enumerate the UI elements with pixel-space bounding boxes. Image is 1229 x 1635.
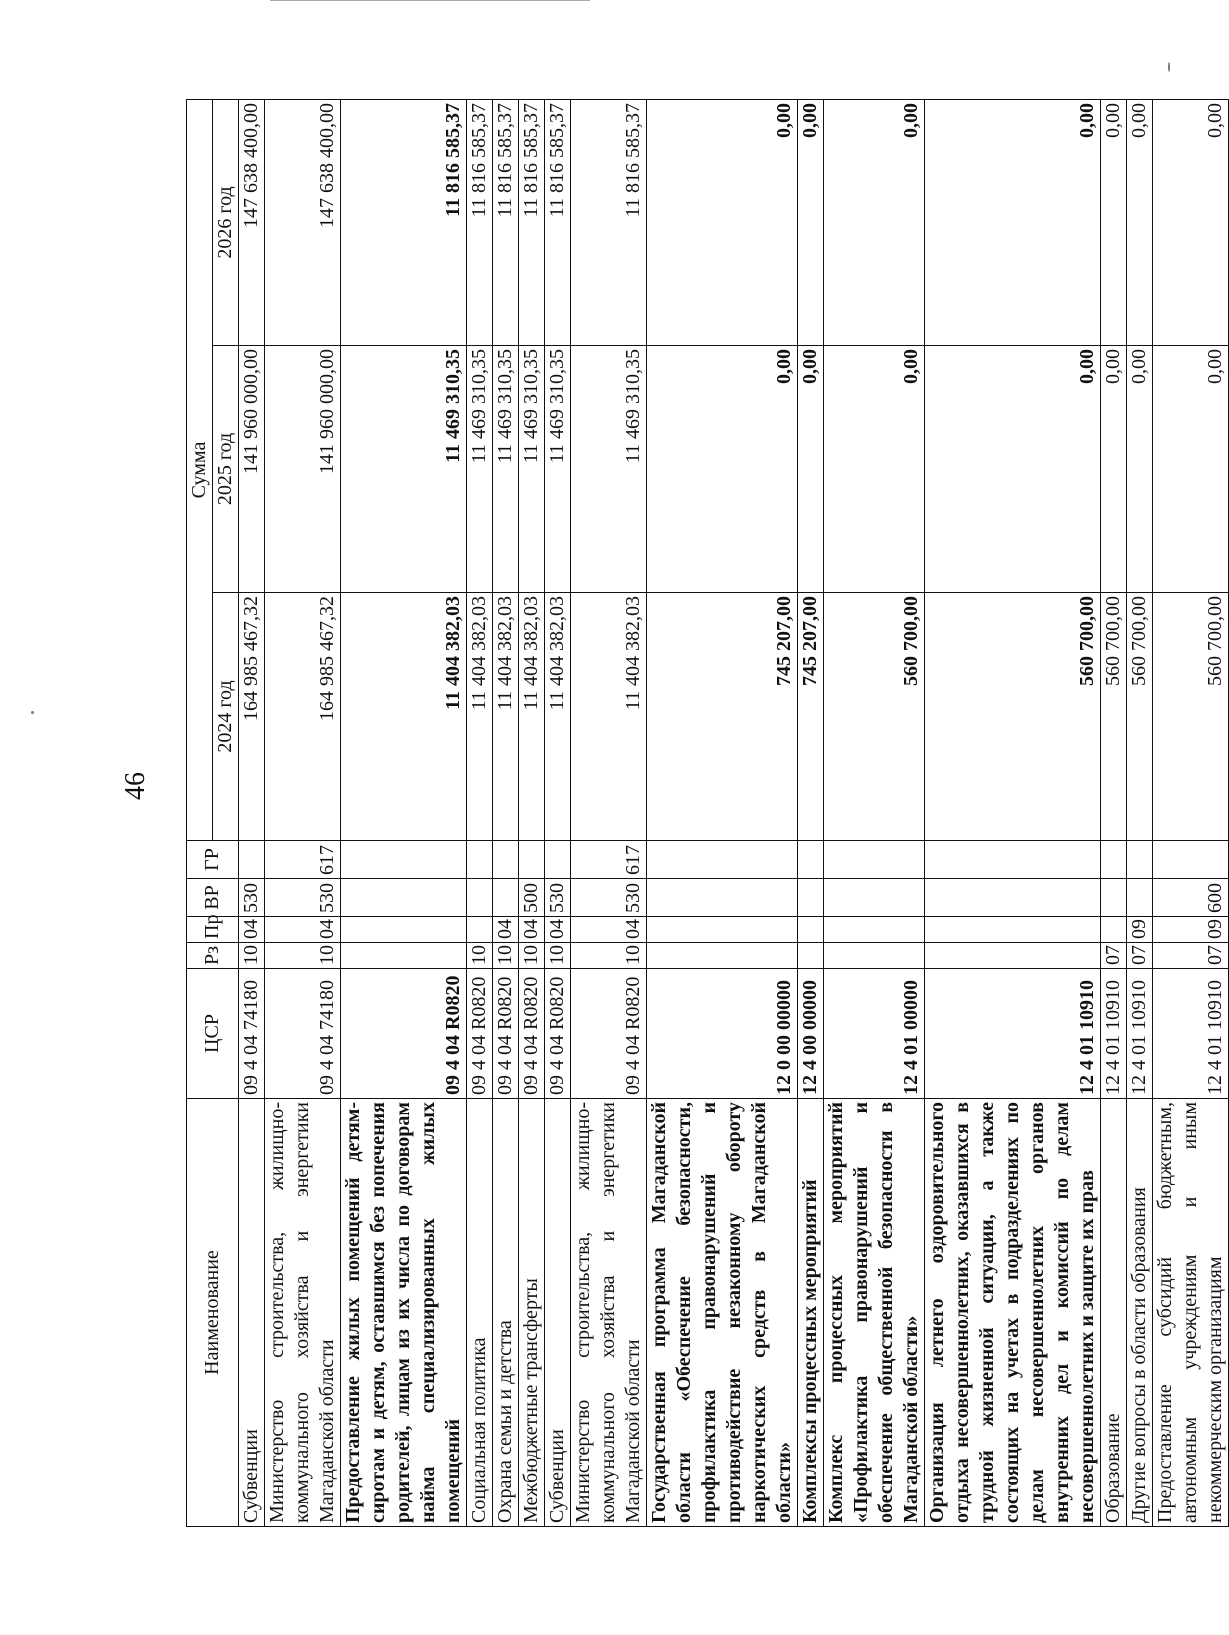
row-vr <box>493 879 519 917</box>
row-2024: 11 404 382,03 <box>571 593 647 841</box>
row-2026: 0,00 <box>798 99 824 345</box>
row-vr: 530 <box>265 879 341 917</box>
row-name: Министерство строительства, жилищно-коммунального хозяйства и энергетики Магаданской области <box>571 1099 647 1527</box>
row-2025: 0,00 <box>925 346 1101 593</box>
row-2026: 11 816 585,37 <box>467 99 493 345</box>
table-row <box>1153 99 1229 1526</box>
table-row <box>1101 99 1127 1526</box>
row-pr <box>798 917 824 943</box>
row-vr <box>647 879 798 917</box>
row-2024: 11 404 382,03 <box>519 593 545 841</box>
row-vr <box>925 879 1101 917</box>
row-gr: 617 <box>265 841 341 879</box>
row-vr: 530 <box>571 879 647 917</box>
row-2025: 11 469 310,35 <box>545 346 571 593</box>
rotated-table-wrapper <box>186 100 1226 1527</box>
row-gr <box>519 841 545 879</box>
row-2026: 0,00 <box>824 99 925 345</box>
budget-table <box>186 99 1229 1527</box>
row-vr <box>1127 879 1153 917</box>
row-2024: 560 700,00 <box>824 593 925 841</box>
row-csr: 09 4 04 74180 <box>265 969 341 1099</box>
row-gr <box>824 841 925 879</box>
row-gr <box>925 841 1101 879</box>
row-2025: 0,00 <box>798 346 824 593</box>
row-rz: 07 <box>1101 943 1127 969</box>
row-2025: 0,00 <box>1153 346 1229 593</box>
row-pr: 09 <box>1127 917 1153 943</box>
row-name: Комплексы процессных мероприятий <box>798 1099 824 1527</box>
table-row <box>925 99 1101 1526</box>
row-name: Охрана семьи и детства <box>493 1099 519 1527</box>
row-2024: 560 700,00 <box>925 593 1101 841</box>
row-rz: 10 <box>571 943 647 969</box>
row-pr: 04 <box>265 917 341 943</box>
row-rz: 10 <box>265 943 341 969</box>
header-2025: 2025 год <box>213 346 239 593</box>
row-vr: 600 <box>1153 879 1229 917</box>
row-vr <box>341 879 467 917</box>
row-2024: 11 404 382,03 <box>467 593 493 841</box>
row-csr: 12 0 00 00000 <box>647 969 798 1099</box>
row-name: Межбюджетные трансферты <box>519 1099 545 1527</box>
row-2026: 11 816 585,37 <box>341 99 467 345</box>
row-pr: 04 <box>493 917 519 943</box>
row-2026: 147 638 400,00 <box>265 99 341 345</box>
scan-speck <box>31 711 34 714</box>
table-row <box>341 99 467 1526</box>
row-2024: 11 404 382,03 <box>341 593 467 841</box>
row-2026: 0,00 <box>647 99 798 345</box>
top-rule <box>270 0 590 1</box>
row-vr <box>824 879 925 917</box>
row-pr: 04 <box>571 917 647 943</box>
header-pr: Пр <box>187 917 239 943</box>
row-name: Субвенции <box>545 1099 571 1527</box>
table-row <box>545 99 571 1526</box>
row-rz <box>925 943 1101 969</box>
row-2025: 0,00 <box>1127 346 1153 593</box>
row-2026: 0,00 <box>1127 99 1153 345</box>
row-2025: 11 469 310,35 <box>571 346 647 593</box>
row-gr <box>1127 841 1153 879</box>
row-csr: 09 4 04 R0820 <box>493 969 519 1099</box>
row-2026: 147 638 400,00 <box>239 99 265 345</box>
page-number: 46 <box>120 772 151 800</box>
row-vr <box>467 879 493 917</box>
row-name: Государственная программа Магаданской области «Обеспечение безопасности, профилактика правонарушений и противодействие незаконному обороту наркотических средств в Магаданской области» <box>647 1099 798 1527</box>
row-name: Предоставление жилых помещений детям-сиротам и детям, оставшимся без попечения родителей, лицам из их числа по договорам найма специализированных жилых помещений <box>341 1099 467 1527</box>
row-pr <box>925 917 1101 943</box>
table-row <box>265 99 341 1526</box>
row-gr <box>798 841 824 879</box>
row-csr: 12 4 01 10910 <box>1101 969 1127 1099</box>
header-csr: ЦСР <box>187 969 239 1099</box>
row-2026: 0,00 <box>1153 99 1229 345</box>
row-2026: 11 816 585,37 <box>571 99 647 345</box>
row-2024: 164 985 467,32 <box>239 593 265 841</box>
row-2024: 560 700,00 <box>1127 593 1153 841</box>
row-2026: 11 816 585,37 <box>493 99 519 345</box>
row-rz: 10 <box>493 943 519 969</box>
row-rz: 10 <box>239 943 265 969</box>
table-body <box>239 99 1229 1526</box>
row-csr: 09 4 04 R0820 <box>519 969 545 1099</box>
header-rz: Рз <box>187 943 239 969</box>
row-2026: 11 816 585,37 <box>519 99 545 345</box>
row-vr <box>1101 879 1127 917</box>
row-rz: 10 <box>519 943 545 969</box>
row-2024: 164 985 467,32 <box>265 593 341 841</box>
row-2025: 141 960 000,00 <box>239 346 265 593</box>
row-2025: 0,00 <box>1101 346 1127 593</box>
row-name: Организация летнего оздоровительного отдыха несовершеннолетних, оказавшихся в трудной жизненной ситуации, а также состоящих на учетах в подразделениях по делам несовершеннолетних органов внутренних дел и комиссий по делам несовершеннолетних и защите их прав <box>925 1099 1101 1527</box>
row-2024: 560 700,00 <box>1101 593 1127 841</box>
row-vr: 530 <box>239 879 265 917</box>
row-rz: 07 <box>1153 943 1229 969</box>
header-gr: ГР <box>187 841 239 879</box>
row-name: Другие вопросы в области образования <box>1127 1099 1153 1527</box>
row-vr: 500 <box>519 879 545 917</box>
table-row <box>798 99 824 1526</box>
header-2026: 2026 год <box>213 99 239 345</box>
row-rz <box>341 943 467 969</box>
row-name: Комплекс процессных мероприятий «Профилактика правонарушений и обеспечение общественной безопасности в Магаданской области» <box>824 1099 925 1527</box>
table-row <box>519 99 545 1526</box>
table-row <box>493 99 519 1526</box>
table-row <box>467 99 493 1526</box>
row-2026: 11 816 585,37 <box>545 99 571 345</box>
row-rz <box>647 943 798 969</box>
row-name: Предоставление субсидий бюджетным, автономным учреждениям и иным некоммерческим организациям <box>1153 1099 1229 1527</box>
row-csr: 12 4 01 00000 <box>824 969 925 1099</box>
row-vr <box>798 879 824 917</box>
row-rz: 07 <box>1127 943 1153 969</box>
row-pr <box>824 917 925 943</box>
header-2024: 2024 год <box>213 593 239 841</box>
row-csr: 09 4 04 R0820 <box>467 969 493 1099</box>
row-2024: 745 207,00 <box>798 593 824 841</box>
row-csr: 09 4 04 R0820 <box>571 969 647 1099</box>
table-row <box>571 99 647 1526</box>
row-2025: 141 960 000,00 <box>265 346 341 593</box>
row-gr <box>647 841 798 879</box>
table-row <box>647 99 798 1526</box>
row-gr <box>467 841 493 879</box>
row-2026: 0,00 <box>925 99 1101 345</box>
row-2025: 0,00 <box>647 346 798 593</box>
row-pr: 04 <box>239 917 265 943</box>
row-csr: 09 4 04 R0820 <box>341 969 467 1099</box>
row-vr: 530 <box>545 879 571 917</box>
row-name: Образование <box>1101 1099 1127 1527</box>
row-2025: 11 469 310,35 <box>519 346 545 593</box>
row-pr: 04 <box>545 917 571 943</box>
row-gr <box>545 841 571 879</box>
row-2025: 11 469 310,35 <box>493 346 519 593</box>
row-csr: 12 4 01 10910 <box>1153 969 1229 1099</box>
row-gr <box>239 841 265 879</box>
row-gr <box>493 841 519 879</box>
row-pr: 09 <box>1153 917 1229 943</box>
row-pr <box>1101 917 1127 943</box>
row-csr: 12 4 01 10910 <box>925 969 1101 1099</box>
table-row <box>239 99 265 1526</box>
row-csr: 09 4 04 R0820 <box>545 969 571 1099</box>
row-rz <box>824 943 925 969</box>
row-2025: 0,00 <box>824 346 925 593</box>
row-gr <box>341 841 467 879</box>
row-rz <box>798 943 824 969</box>
row-2024: 560 700,00 <box>1153 593 1229 841</box>
row-name: Субвенции <box>239 1099 265 1527</box>
table-row <box>1127 99 1153 1526</box>
row-name: Министерство строительства, жилищно-коммунального хозяйства и энергетики Магаданской области <box>265 1099 341 1527</box>
row-pr <box>467 917 493 943</box>
header-vr: ВР <box>187 879 239 917</box>
row-csr: 12 4 00 00000 <box>798 969 824 1099</box>
row-rz: 10 <box>467 943 493 969</box>
row-rz: 10 <box>545 943 571 969</box>
row-pr: 04 <box>519 917 545 943</box>
header-name: Наименование <box>187 1099 239 1527</box>
row-gr <box>1153 841 1229 879</box>
header-sum: Сумма <box>187 99 213 840</box>
table-row <box>824 99 925 1526</box>
row-2025: 11 469 310,35 <box>467 346 493 593</box>
row-2025: 11 469 310,35 <box>341 346 467 593</box>
row-name: Социальная политика <box>467 1099 493 1527</box>
row-2024: 745 207,00 <box>647 593 798 841</box>
row-2026: 0,00 <box>1101 99 1127 345</box>
row-csr: 12 4 01 10910 <box>1127 969 1153 1099</box>
row-csr: 09 4 04 74180 <box>239 969 265 1099</box>
row-gr: 617 <box>571 841 647 879</box>
row-pr <box>341 917 467 943</box>
row-pr <box>647 917 798 943</box>
scan-speck <box>1168 62 1170 72</box>
row-2024: 11 404 382,03 <box>545 593 571 841</box>
row-gr <box>1101 841 1127 879</box>
row-2024: 11 404 382,03 <box>493 593 519 841</box>
